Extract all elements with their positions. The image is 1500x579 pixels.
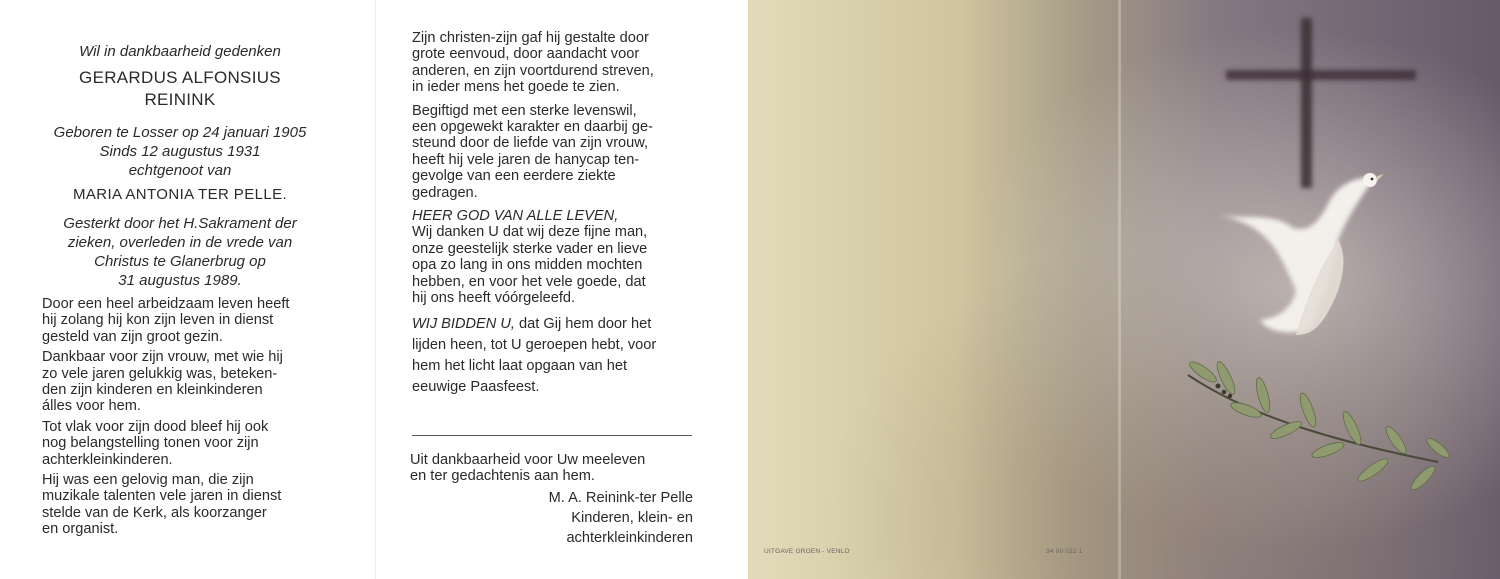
deceased-name-line1: GERARDUS ALFONSIUS [79, 68, 281, 87]
death-line-4: 31 augustus 1989. [118, 272, 242, 289]
text-line: hij zolang hij kon zijn leven in dienst [42, 312, 274, 329]
death-line-2: zieken, overleden in de vrede van [67, 234, 293, 251]
text-line: in ieder mens het goede te zien. [412, 79, 620, 96]
closing-text [410, 452, 710, 485]
text-line: muzikale talenten vele jaren in dienst [42, 488, 282, 505]
text-line: Zijn christen-zijn gaf hij gestalte door [412, 30, 649, 46]
text-line: achterkleinkinderen. [42, 451, 173, 468]
text-line: en organist. [42, 521, 119, 538]
prayer-heading: HEER GOD VAN ALLE LEVEN, [412, 208, 619, 225]
text-line: heeft hij vele jaren de hanycap ten- [412, 151, 640, 168]
tribute-paragraph [412, 30, 712, 96]
death-line-3: Christus te Glanerbrug op [94, 253, 266, 270]
text-line: álles voor hem. [42, 398, 141, 415]
spouse-intro-line: echtgenoot van [128, 162, 232, 179]
signature-line: M. A. Reinink-ter Pelle [548, 490, 693, 506]
middle-panel [375, 0, 749, 579]
spouse-name: MARIA ANTONIA TER PELLE. [72, 186, 288, 203]
signature-block [549, 488, 693, 548]
text-line: Uit dankbaarheid voor Uw meeleven [410, 452, 646, 468]
text-line: gedragen. [412, 184, 478, 201]
obituary-header [30, 42, 330, 290]
text-line: Dankbaar voor zijn vrouw, met wie hij [42, 349, 283, 366]
divider-line [412, 435, 692, 436]
memorial-artwork [748, 0, 1500, 579]
text-line: Door een heel arbeidzaam leven heeft [42, 296, 290, 312]
marriage-date-line: Sinds 12 augustus 1931 [99, 143, 261, 160]
text-fragment: dat Gij hem door het [514, 315, 652, 332]
text-line: lijden heen, tot U geroepen hebt, voor [412, 336, 657, 353]
biography-paragraph [42, 472, 342, 538]
text-line: zo vele jaren gelukkig was, beteken- [42, 365, 278, 382]
deceased-name-line2: REININK [144, 90, 216, 109]
text-line: anderen, en zijn voortdurend streven, [412, 62, 654, 79]
text-line: gesteld van zijn groot gezin. [42, 328, 223, 345]
text-line: een opgewekt karakter en daarbij ge- [412, 119, 653, 136]
tribute-paragraph [412, 103, 712, 201]
ground-glow [748, 0, 1500, 579]
biography-paragraph [42, 419, 342, 468]
text-line: opa zo lang in ons midden mochten [412, 257, 643, 274]
text-line [412, 314, 712, 335]
text-line: hij ons heeft vóórgeleefd. [412, 290, 576, 307]
text-line: Tot vlak voor zijn dood bleef hij ook [42, 418, 269, 435]
text-line: gevolge van een eerdere ziekte [412, 168, 616, 185]
prayer-paragraph [412, 314, 712, 398]
card-code: 34 00 022 1 [1046, 548, 1083, 555]
artwork-panel [748, 0, 1500, 579]
text-line: grote eenvoud, door aandacht voor [412, 46, 640, 63]
text-line: steund door de liefde van zijn vrouw, [412, 135, 649, 152]
text-line: Begiftigd met een sterke levenswil, [412, 102, 637, 119]
intro-line: Wil in dankbaarheid gedenken [79, 43, 281, 60]
signature-line: Kinderen, klein- en [571, 510, 693, 526]
text-line: eeuwige Paasfeest. [412, 378, 540, 395]
biography-paragraph [42, 349, 342, 415]
biography-paragraph [42, 296, 342, 345]
publisher-label: UITGAVE GROEN - VENLO [764, 548, 850, 555]
text-line: onze geestelijk sterke vader en lieve [412, 240, 648, 257]
tribute-text [412, 30, 712, 405]
text-line: Wij danken U dat wij deze fijne man, [412, 224, 648, 241]
text-line: den zijn kinderen en kleinkinderen [42, 382, 263, 399]
biography-text [42, 296, 342, 542]
fold-line [1118, 0, 1121, 579]
text-line: en ter gedachtenis aan hem. [410, 468, 595, 485]
birth-line: Geboren te Losser op 24 januari 1905 [53, 124, 307, 141]
left-panel [0, 0, 375, 579]
text-line: hem het licht laat opgaan van het [412, 357, 628, 374]
prayer-paragraph [412, 208, 712, 306]
text-line: nog belangstelling tonen voor zijn [42, 435, 259, 452]
prayer-heading: WIJ BIDDEN U, [412, 315, 515, 332]
text-line: hebben, en voor het vele goede, dat [412, 273, 646, 290]
signature-line: achterkleinkinderen [566, 530, 693, 546]
text-line: Hij was een gelovig man, die zijn [42, 472, 254, 489]
text-line: stelde van de Kerk, als koorzanger [42, 504, 267, 521]
death-line-1: Gesterkt door het H.Sakrament der [63, 215, 297, 232]
